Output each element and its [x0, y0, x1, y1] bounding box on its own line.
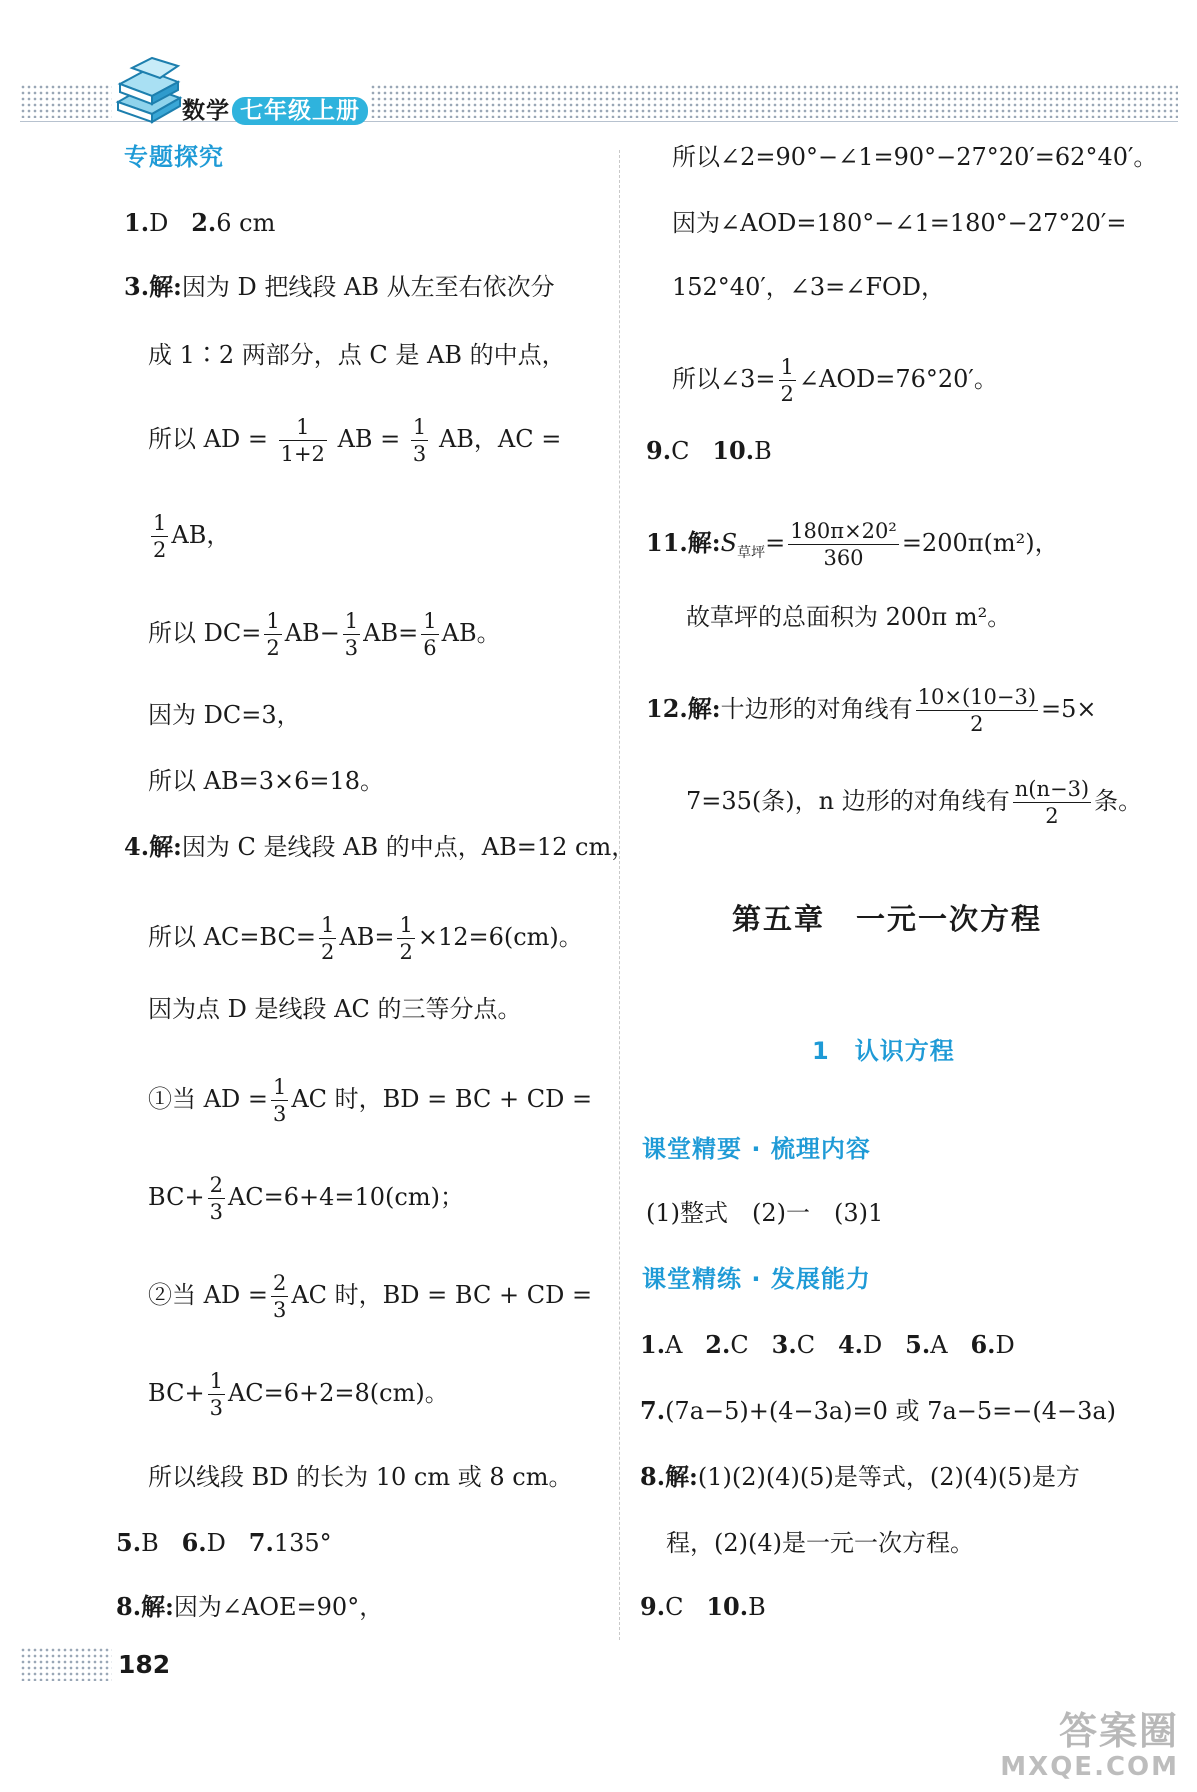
formula-text: ②当 AD =: [148, 1281, 268, 1309]
denominator: 360: [823, 546, 864, 570]
q-number: 8.: [640, 1462, 666, 1491]
area-subscript: 草坪: [737, 544, 766, 561]
section-heading-topic: 专题探究: [124, 143, 224, 171]
q11-line-1: [646, 518, 1059, 571]
answer: D: [863, 1331, 883, 1359]
denominator: 3: [412, 442, 427, 466]
formula-text: =: [765, 529, 786, 557]
q4-line-7: [148, 1368, 449, 1421]
solution-text: 因为∠AOE=90°，: [173, 1593, 384, 1621]
q-number: 3.: [124, 272, 150, 301]
q8-line-1: [116, 1592, 383, 1622]
denominator: 3: [209, 1200, 223, 1224]
q8-cont-line-2: 因为∠AOD=180°−∠1=180°−27°20′=: [672, 209, 1127, 237]
denominator: 3: [272, 1102, 287, 1126]
numerator: 1: [153, 511, 167, 535]
formula-text: ∠AOD=76°20′。: [798, 365, 998, 393]
header-dot-pattern: [370, 84, 1178, 118]
formula-text: 所以 AC=BC=: [148, 923, 316, 951]
denominator: 3: [344, 636, 359, 660]
solution-text: 因为 C 是线段 AB 的中点，AB=12 cm，: [181, 833, 636, 861]
formula-text: ×12=6(cm)。: [417, 923, 583, 951]
q-number: 6.: [181, 1528, 207, 1557]
formula-text: AB=: [339, 923, 395, 951]
page-number: 182: [118, 1650, 171, 1679]
denominator: 2: [1045, 804, 1059, 828]
section-heading-practice: 课堂精练 · 发展能力: [642, 1265, 871, 1293]
q-number: 10.: [712, 436, 755, 465]
q-number: 2.: [191, 208, 217, 237]
answer: 6 cm: [216, 209, 276, 237]
answer: (7a−5)+(4−3a)=0 或 7a−5=−(4−3a): [665, 1397, 1117, 1425]
fraction: [279, 414, 327, 467]
denominator: 1+2: [280, 442, 325, 466]
q8-cont-line-4: [672, 354, 998, 407]
formula-text: AC 时，BD = BC + CD =: [291, 1281, 593, 1309]
numerator: 1: [209, 1369, 223, 1393]
formula-text: BC+: [148, 1379, 205, 1407]
solution-label: 解:: [687, 528, 721, 557]
answer-line-q1-q2: [124, 208, 275, 238]
q4-line-5: [148, 1172, 464, 1225]
q-number: 8.: [116, 1592, 142, 1621]
denominator: 2: [399, 940, 413, 964]
denominator: 2: [321, 940, 335, 964]
answer: C: [671, 437, 690, 465]
watermark-logo: 答案圈: [1058, 1709, 1179, 1753]
solution-text: (1)(2)(4)(5)是等式，(2)(4)(5)是方: [697, 1463, 1080, 1491]
formula-text: AC=6+4=10(cm)；: [227, 1183, 464, 1211]
solution-text: 7=35(条)，n 边形的对角线有: [686, 787, 1010, 815]
fraction: [271, 1270, 288, 1323]
solution-text: 因为 D 把线段 AB 从左至右依次分: [181, 273, 555, 301]
answer: D: [206, 1529, 226, 1557]
header-subject: 数学: [182, 98, 230, 124]
answer: B: [748, 1593, 766, 1621]
numerator: 1: [272, 1075, 287, 1099]
q-number: 4.: [837, 1330, 864, 1359]
q-number: 10.: [706, 1592, 749, 1621]
fraction: [1013, 776, 1091, 829]
q12-line-2: [686, 776, 1142, 829]
numerator: 2: [209, 1173, 223, 1197]
formula-text: =5×: [1041, 695, 1097, 723]
q-number: 1.: [124, 208, 150, 237]
q4-line-4: [148, 1074, 592, 1127]
q8-cont-line-1: 所以∠2=90°−∠1=90°−27°20′=62°40′。: [672, 143, 1158, 171]
numerator: 1: [399, 913, 413, 937]
q-number: 5.: [116, 1528, 142, 1557]
numerator: 1: [321, 913, 335, 937]
q3-line-3: [148, 414, 561, 467]
formula-text: AC=6+2=8(cm)。: [227, 1379, 449, 1407]
q4-line-3: 因为点 D 是线段 AC 的三等分点。: [148, 995, 522, 1023]
solution-text: 条。: [1094, 787, 1143, 815]
formula-text: 所以∠3=: [672, 365, 776, 393]
section-heading-summary: 课堂精要 · 梳理内容: [642, 1135, 871, 1163]
fraction: [916, 684, 1038, 737]
header-dot-pattern: [20, 84, 112, 118]
solution-label: 解:: [141, 1592, 174, 1621]
answer: D: [995, 1331, 1015, 1359]
numerator: n(n−3): [1014, 777, 1090, 801]
numerator: 180π×20²: [790, 519, 897, 543]
area-symbol: S: [720, 529, 738, 557]
q11-line-2: 故草坪的总面积为 200π m²。: [686, 603, 1012, 631]
solution-label: 解:: [687, 694, 721, 723]
numerator: 2: [272, 1271, 287, 1295]
numerator: 1: [780, 355, 794, 379]
q12-line-1: [646, 684, 1097, 737]
summary-answers: (1)整式 (2)一 (3)1: [646, 1199, 884, 1227]
numerator: 1: [423, 609, 437, 633]
formula-text: AB=: [363, 619, 419, 647]
fraction: [264, 608, 281, 661]
q-number: 7.: [248, 1528, 274, 1557]
q-number: 6.: [970, 1330, 996, 1359]
header-title: [182, 92, 368, 122]
fraction: [271, 1074, 288, 1127]
formula-text: AB−: [284, 619, 340, 647]
numerator: 1: [279, 414, 327, 441]
answer: C: [796, 1331, 816, 1359]
q3-line-4: [148, 510, 230, 563]
q8-line-1-right: [640, 1462, 1080, 1492]
q4-line-1: [124, 832, 635, 862]
denominator: 3: [209, 1396, 223, 1420]
answer: B: [754, 437, 772, 465]
q7-line: [640, 1396, 1116, 1426]
numerator: 1: [266, 609, 280, 633]
fraction: [151, 510, 168, 563]
answer: A: [665, 1331, 683, 1359]
solution-text: 十边形的对角线有: [720, 695, 913, 723]
q-number: 4.: [124, 832, 150, 861]
answer-line-q9-q10: [646, 436, 772, 466]
solution-label: 解:: [149, 272, 182, 301]
denominator: 2: [780, 382, 794, 406]
solution-label: 解:: [665, 1462, 698, 1491]
fraction: [319, 912, 336, 965]
watermark-url: MXQE.COM: [1000, 1752, 1179, 1782]
q8-cont-line-3: 152°40′，∠3=∠FOD，: [672, 273, 945, 301]
denominator: 6: [423, 636, 437, 660]
numerator: 1: [412, 415, 427, 439]
q-number: 2.: [705, 1330, 731, 1359]
fraction: [397, 912, 414, 965]
answer-line-q5-q7: [116, 1528, 332, 1558]
q-number: 9.: [640, 1592, 666, 1621]
q3-line-5: [148, 608, 501, 661]
denominator: 3: [272, 1298, 287, 1322]
formula-text: AB。: [441, 619, 501, 647]
fraction: [779, 354, 796, 407]
fraction: [208, 1172, 225, 1225]
q3-line-1: [124, 272, 555, 302]
header-grade: 七年级上册: [232, 97, 368, 125]
fraction: [343, 608, 360, 661]
solution-label: 解:: [149, 832, 182, 861]
q-number: 9.: [646, 436, 672, 465]
answer: C: [730, 1331, 749, 1359]
q3-line-6: 因为 DC=3，: [148, 701, 301, 729]
answer: B: [141, 1529, 159, 1557]
answer: 135°: [273, 1529, 332, 1557]
formula-text: AB =: [337, 425, 401, 453]
denominator: 2: [266, 636, 280, 660]
books-icon: [112, 54, 184, 124]
q3-line-7: 所以 AB=3×6=18。: [148, 767, 385, 795]
formula-text: 所以 DC=: [148, 619, 262, 647]
formula-text: 所以 AD =: [148, 425, 268, 453]
denominator: 2: [153, 538, 167, 562]
formula-text: =200π(m²)，: [901, 529, 1059, 557]
q-number: 3.: [771, 1330, 797, 1359]
answer: C: [665, 1593, 684, 1621]
formula-text: AC 时，BD = BC + CD =: [291, 1085, 593, 1113]
fraction: [421, 608, 438, 661]
formula-text: AB，AC =: [438, 425, 562, 453]
answer: A: [930, 1331, 948, 1359]
formula-text: AB，: [171, 521, 231, 549]
q-number: 12.: [646, 694, 688, 723]
fraction: [411, 414, 428, 467]
fraction: [208, 1368, 225, 1421]
numerator: 10×(10−3): [917, 685, 1037, 709]
lesson-title: 1 认识方程: [812, 1037, 955, 1065]
formula-text: BC+: [148, 1183, 205, 1211]
fraction: [788, 518, 899, 571]
q-number: 7.: [640, 1396, 666, 1425]
answer-line-q9-q10-right: [640, 1592, 766, 1622]
answer: D: [149, 209, 169, 237]
q4-line-2: [148, 912, 583, 965]
q4-line-8: 所以线段 BD 的长为 10 cm 或 8 cm。: [148, 1463, 573, 1491]
q-number: 5.: [905, 1330, 931, 1359]
footer-dot-pattern: [20, 1647, 112, 1681]
answer-line-q1-q6: [640, 1330, 1015, 1360]
q-number: 11.: [646, 528, 688, 557]
q8-line-2-right: 程，(2)(4)是一元一次方程。: [666, 1529, 974, 1557]
denominator: 2: [970, 712, 984, 736]
formula-text: ①当 AD =: [148, 1085, 268, 1113]
q3-line-2: 成 1∶2 两部分，点 C 是 AB 的中点，: [148, 341, 566, 369]
chapter-title: 第五章 一元一次方程: [732, 902, 1043, 936]
numerator: 1: [344, 609, 359, 633]
column-divider: [619, 150, 620, 1640]
q-number: 1.: [640, 1330, 666, 1359]
q4-line-6: [148, 1270, 592, 1323]
